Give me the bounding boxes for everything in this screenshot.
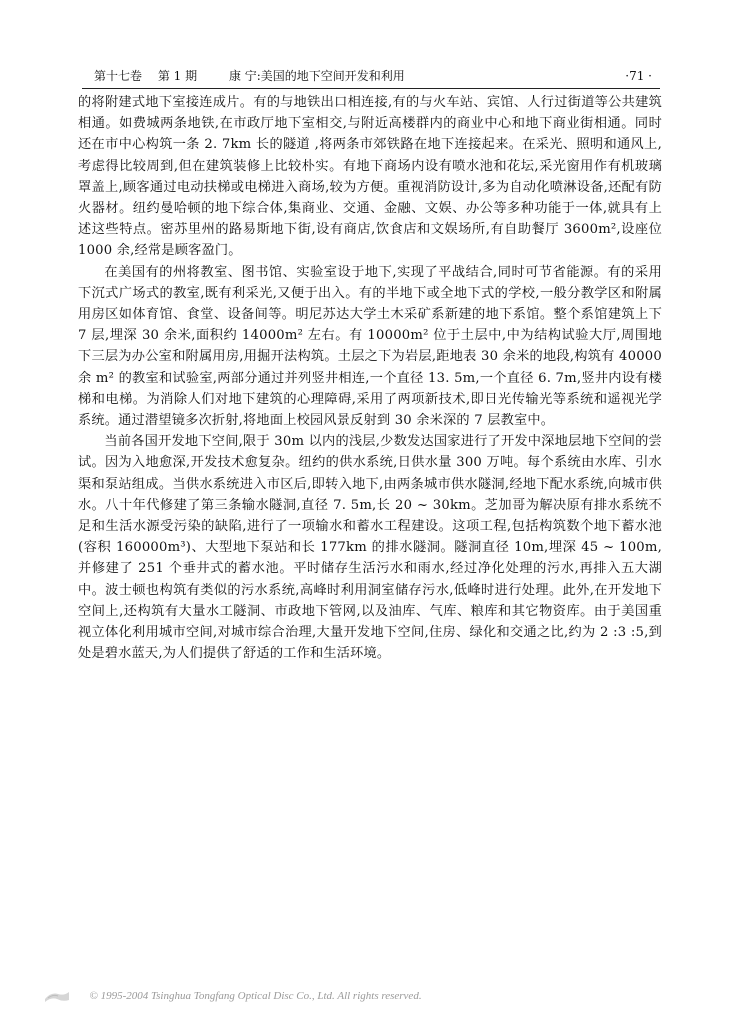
page-footer <box>44 986 422 1006</box>
volume-label: 第十七卷 <box>94 69 143 83</box>
page-number: ·71 · <box>625 69 652 83</box>
publisher-logo-icon <box>44 989 70 1003</box>
body-paragraph: 的将附建式地下室接连成片。有的与地铁出口相连接,有的与火车站、宾馆、人行过街道等公共建筑相通。如费城两条地铁,在市政厅地下室相交,与附近高楼群内的商业中心和地下商业街相通。同时还在市中心构筑一条 2. 7km 长的隧道 ,将两条市郊铁路在地下连接起来。在采光、照明和通风上,考虑得比较周到,但在建筑装修上比较朴实。有地下商场内设有喷水池和花坛,采光窗用作有机玻璃罩盖上,顾客通过电动扶梯或电梯进入商场,较为方便。重视消防设计,多为自动化喷淋设备,还配有防火器材。纽约曼哈顿的地下综合体,集商业、交通、金融、文娱、办公等多种功能于一体,就具有上述这些特点。密苏里州的路易斯地下街,设有商店,饮食店和文娱场所,有自助餐厅 3600m²,设座位 1000 余,经常是顾客盈门。 <box>78 95 662 259</box>
issue-label: 第 1 期 <box>157 69 198 83</box>
journal-info <box>94 66 405 86</box>
copyright-notice: © 1995-2004 Tsinghua Tongfang Optical Disc Co., Ltd. All rights reserved. <box>89 990 422 1002</box>
article-body <box>78 92 662 664</box>
header-divider <box>82 88 660 89</box>
running-title: 康 宁:美国的地下空间开发和利用 <box>228 69 405 83</box>
body-paragraph: 当前各国开发地下空间,限于 30m 以内的浅层,少数发达国家进行了开发中深地层地下空间的尝试。因为入地愈深,开发技术愈复杂。纽约的供水系统,日供水量 300 万吨。每个系统由水库、引水渠和泵站组成。当供水系统进入市区后,即转入地下,由两条城市供水隧洞,经地下配水系统,向城市供水。八十年代修建了第三条输水隧洞,直径 7. 5m,长 20 ~ 30km。芝加哥为解决原有排水系统不足和生活水源受污染的缺陷,进行了一项输水和蓄水工程建设。这项工程,包括构筑数个地下蓄水池(容积 160000m³)、大型地下泵站和长 177km 的排水隧洞。隧洞直径 10m,埋深 45 ~ 100m,并修建了 251 个垂井式的蓄水池。平时储存生活污水和雨水,经过净化处理的污水,再排入五大湖中。波士顿也构筑有类似的污水系统,高峰时利用洞室储存污水,低峰时进行处理。此外,在开发地下空间上,还构筑有大量水工隧洞、市政地下管网,以及油库、气库、粮库和其它物资库。由于美国重视立体化利用城市空间,对城市综合治理,大量开发地下空间,住房、绿化和交通之比,约为 2 :3 :5,到处是碧水蓝天,为人们提供了舒适的工作和生活环境。 <box>78 434 662 662</box>
page-header <box>82 66 660 90</box>
body-paragraph: 在美国有的州将教室、图书馆、实验室设于地下,实现了平战结合,同时可节省能源。有的采用下沉式广场式的教室,既有利采光,又便于出入。有的半地下或全地下式的学校,一般分教学区和附属用房区如体育馆、食堂、设备间等。明尼苏达大学土木采矿系新建的地下系馆。整个系馆建筑上下 7 层,埋深 30 余米,面积约 14000m² 左右。有 10000m² 位于土层中,中为结构试验大厅,周围地下三层为办公室和附属用房,用掘开法构筑。土层之下为岩层,距地表 30 余米的地段,构筑有 40000 余 m² 的教室和试验室,两部分通过并列竖井相连,一个直径 13. 5m,一个直径 6. 7m,竖井内设有楼梯和电梯。为消除人们对地下建筑的心理障碍,采用了两项新技术,即日光传输光等系统和遥视光学系统。通过潜望镜多次折射,将地面上校园风景反射到 30 余米深的 7 层教室中。 <box>78 264 662 429</box>
